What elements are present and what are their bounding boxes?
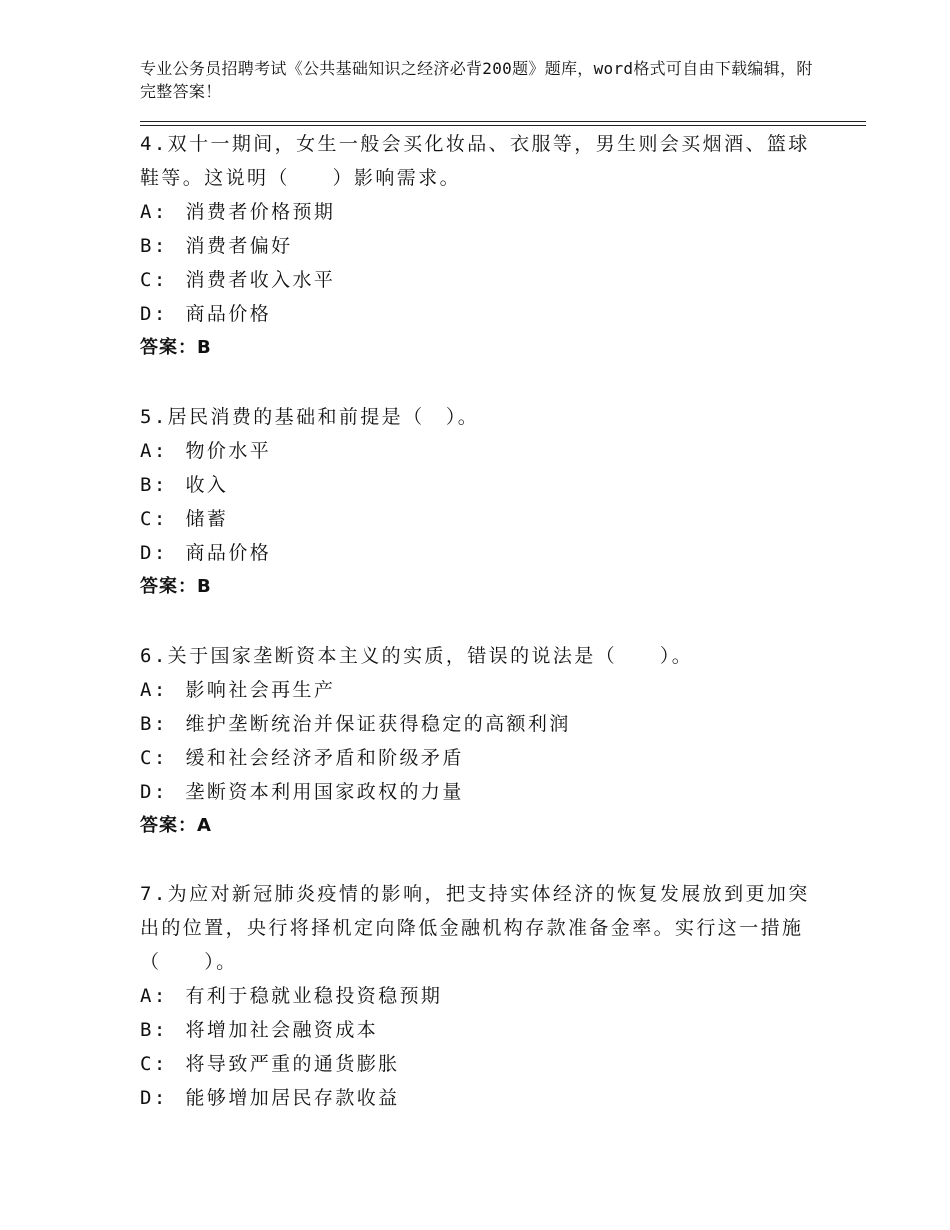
option-c [140,741,810,775]
option-d [140,297,810,331]
option-d [140,1081,810,1115]
answer: 答案：A [140,815,212,836]
option-text: 商品价格 [185,303,272,325]
question-text: 6.关于国家垄断资本主义的实质，错误的说法是（ ）。 [140,645,694,667]
header-divider-thin [140,121,866,122]
option-text: 消费者价格预期 [185,201,336,223]
option-label: B: [140,713,168,735]
option-label: C: [140,1053,168,1075]
option-b [140,707,810,741]
option-label: D: [140,1087,168,1109]
option-label: C: [140,747,168,769]
option-b [140,468,810,502]
option-label: A: [140,201,168,223]
question-4 [140,127,810,365]
option-text: 消费者偏好 [185,235,293,257]
option-label: A: [140,985,168,1007]
option-label: D: [140,781,168,803]
option-label: B: [140,1019,168,1041]
option-text: 将增加社会融资成本 [185,1019,379,1041]
option-label: A: [140,679,168,701]
option-label: C: [140,508,168,530]
header-divider-thick [140,125,866,126]
option-c [140,1047,810,1081]
option-text: 缓和社会经济矛盾和阶级矛盾 [185,747,464,769]
question-6 [140,639,810,843]
option-c [140,263,810,297]
option-text: 物价水平 [185,440,272,462]
option-label: D: [140,542,168,564]
option-label: C: [140,269,168,291]
option-b [140,1013,810,1047]
option-text: 影响社会再生产 [185,679,336,701]
option-text: 垄断资本利用国家政权的力量 [185,781,464,803]
option-label: B: [140,235,168,257]
option-text: 收入 [185,474,229,496]
option-a [140,979,810,1013]
option-text: 商品价格 [185,542,272,564]
option-text: 能够增加居民存款收益 [185,1087,400,1109]
option-label: D: [140,303,168,325]
question-7 [140,877,810,1115]
option-b [140,229,810,263]
answer: 答案：B [140,576,212,597]
option-text: 储蓄 [185,508,229,530]
option-label: A: [140,440,168,462]
option-text: 有利于稳就业稳投资稳预期 [185,985,443,1007]
option-label: B: [140,474,168,496]
option-a [140,673,810,707]
option-c [140,502,810,536]
question-text: 7.为应对新冠肺炎疫情的影响，把支持实体经济的恢复发展放到更加突出的位置，央行将择机定向降低金融机构存款准备金率。实行这一措施（ ）。 [140,883,810,973]
question-text: 4.双十一期间，女生一般会买化妆品、衣服等，男生则会买烟酒、篮球鞋等。这说明（ ）影响需求。 [140,133,810,189]
question-5 [140,400,810,604]
option-d [140,536,810,570]
question-text: 5.居民消费的基础和前提是（ ）。 [140,406,480,428]
option-text: 将导致严重的通货膨胀 [185,1053,400,1075]
document-header: 专业公务员招聘考试《公共基础知识之经济必背200题》题库，word格式可自由下载编辑，附完整答案！ [140,59,813,101]
option-text: 消费者收入水平 [185,269,336,291]
option-text: 维护垄断统治并保证获得稳定的高额利润 [185,713,571,735]
option-a [140,195,810,229]
answer: 答案：B [140,337,212,358]
option-a [140,434,810,468]
option-d [140,775,810,809]
